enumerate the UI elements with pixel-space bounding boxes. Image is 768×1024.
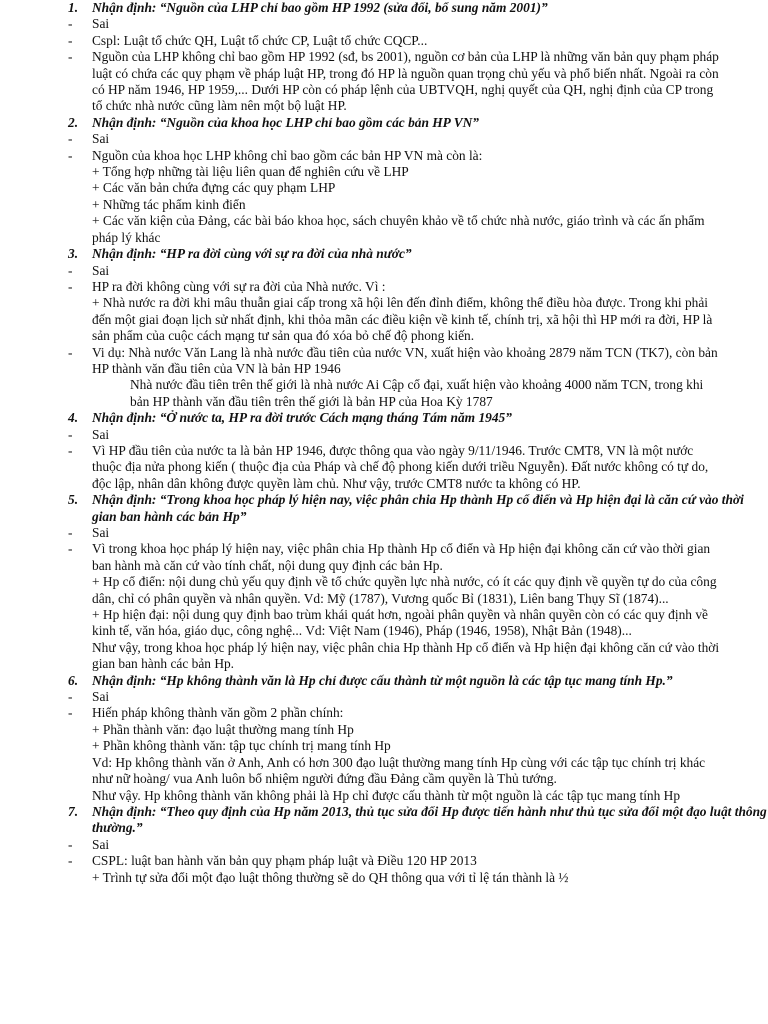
question-title: Nhận định: “Ở nước ta, HP ra đời trước Cách mạng tháng Tám năm 1945” [92,410,512,426]
list-dash: - [68,853,73,869]
line-text: + Trình tự sửa đổi một đạo luật thông thường sẽ do QH thông qua với tỉ lệ tán thành là ½ [92,869,569,885]
question-heading [0,673,768,689]
line-text: Vì HP đầu tiên của nước ta là bản HP 1946, được thông qua vào ngày 9/11/1946. Trước CMT8, VN là một nước thuộc địa nửa phong kiến ( thuộc địa của Pháp và chế độ phong kiến dưới triều Nguyễn). Đất nước không có tự do, độc lập, nhân dân không được quyền làm chủ. Như vậy, trước CMT8 nước ta không có HP. [92,442,709,491]
list-dash: - [68,262,73,278]
dash-line [0,689,768,705]
list-dash: - [68,541,73,557]
question-title: Nhận định: “Nguồn của LHP chỉ bao gồm HP 1992 (sửa đổi, bổ sung năm 2001)” [92,0,548,15]
line-text: Như vậy, trong khoa học pháp lý hiện nay, việc phân chia Hp thành Hp cổ điển và Hp hiện đại không căn cứ vào thời gian ban hành các bản Hp. [92,639,720,672]
continuation-line [0,870,768,886]
question-number: 4. [68,410,79,426]
line-text: HP ra đời không cùng với sự ra đời của Nhà nước. Vì : [92,278,386,294]
line-text: + Các văn bản chứa đựng các quy phạm LHP [92,180,336,196]
continuation-line [0,788,768,804]
list-dash: - [68,689,73,705]
continuation-line [0,722,768,738]
continuation-line [0,755,768,788]
question-number: 6. [68,672,79,688]
dash-line [0,131,768,147]
line-text: + Phần không thành văn: tập tục chính trị mang tính Hp [92,738,391,754]
line-text: Như vậy. Hp không thành văn không phải là Hp chỉ được cấu thành từ một nguồn là các tập tục mang tính Hp [92,787,681,803]
line-text: + Những tác phẩm kinh điển [92,196,246,212]
continuation-line [0,295,768,344]
list-dash: - [68,147,73,163]
list-dash: - [68,836,73,852]
question-number: 1. [68,0,79,15]
list-dash: - [68,705,73,721]
line-text: Nguồn của LHP không chỉ bao gồm HP 1992 (sđ, bs 2001), nguồn cơ bản của LHP là những văn bản quy phạm pháp luật có chứa các quy phạm về pháp luật HP, trong đó HP là nguồn quan trọng chủ yếu và phổ biến nhất. Ngoài ra còn có HP năm 1946, HP 1959,... Dưới HP còn có pháp lệnh của UBTVQH, nghị quyết của QH, nghị định của CP trong tổ chức nhà nước cũng làm nên một bộ luật HP. [92,49,719,114]
indented-paragraph [0,377,768,410]
list-dash: - [68,32,73,48]
continuation-line [0,738,768,754]
list-dash: - [68,278,73,294]
continuation-line [0,197,768,213]
continuation-line [0,607,768,640]
line-text: Sai [92,426,110,442]
question-number: 7. [68,803,79,819]
dash-line [0,148,768,164]
dash-line [0,263,768,279]
line-text: + Nhà nước ra đời khi mâu thuẫn giai cấp trong xã hội lên đến đỉnh điểm, không thể điều hòa được. Trong khi phải đến một giai đoạn lịch sử nhất định, khi thỏa mãn các điều kiện về kinh tế, chính trị, xã hội thì HP mới ra đời, HP là sản phẩm của cuộc cách mạng tư sản qua đó xóa bỏ chế độ phong kiến. [92,295,713,344]
line-text: Vd: Hp không thành văn ở Anh, Anh có hơn 300 đạo luật thường mang tính Hp cùng với các tập tục chính trị khác như nữ hoàng/ vua Anh luôn bổ nhiệm người đứng đầu Đảng cầm quyền là Thủ tướng. [92,754,706,787]
question-heading [0,804,768,837]
continuation-line [0,213,768,246]
line-text: + Tổng hợp những tài liệu liên quan để nghiên cứu về LHP [92,164,409,180]
list-dash: - [68,525,73,540]
dash-line [0,837,768,853]
dash-line [0,427,768,443]
list-dash: - [68,442,73,458]
dash-line [0,525,768,541]
question-heading [0,115,768,131]
line-text: Nhà nước đầu tiên trên thế giới là nhà nước Ai Cập cổ đại, xuất hiện vào khoảng 4000 năm TCN, trong khi bản HP thành văn đầu tiên trên thế giới là bản HP của Hoa Kỳ 1787 [130,377,704,409]
question-title: Nhận định: “HP ra đời cùng với sự ra đời của nhà nước” [92,246,412,262]
list-dash: - [68,426,73,442]
line-text: Sai [92,16,110,32]
question-heading [0,492,768,525]
dash-line [0,705,768,721]
question-heading [0,0,768,16]
line-text: + Các văn kiện của Đảng, các bài báo khoa học, sách chuyên khảo về tổ chức nhà nước, giáo trình và các ấn phẩm pháp lý khác [92,213,705,245]
line-text: Sai [92,689,110,705]
question-number: 2. [68,114,79,130]
question-heading [0,246,768,262]
dash-line [0,49,768,115]
line-text: Sai [92,131,110,147]
line-text: + Hp cổ điển: nội dung chủ yếu quy định về tổ chức quyền lực nhà nước, có ít các quy định về quyền tự do của công dân, chỉ có phân quyền và nhân quyền. Vd: Mỹ (1787), Vương quốc Bỉ (1831), Liên bang Thụy Sĩ (1874)... [92,574,717,606]
dash-line [0,33,768,49]
dash-line [0,279,768,295]
dash-line [0,345,768,378]
continuation-line [0,574,768,607]
line-text: Sai [92,525,110,540]
list-dash: - [68,131,73,147]
list-dash: - [68,344,73,360]
question-title: Nhận định: “Theo quy định của Hp năm 2013, thủ tục sửa đổi Hp được tiến hành như thủ tục sửa đổi một đạo luật thông thường.” [92,803,767,836]
list-dash: - [68,16,73,32]
question-number: 3. [68,246,79,262]
line-text: + Hp hiện đại: nội dung quy định bao trùm khái quát hơn, ngoài phân quyền và nhân quyền còn có các quy định về kinh tế, văn hóa, giáo dục, công nghệ... Vd: Việt Nam (1946), Pháp (1946, 1958), Nhật Bản (1948)... [92,607,708,639]
line-text: Nguồn của khoa học LHP không chỉ bao gồm các bản HP VN mà còn là: [92,147,483,163]
line-text: Sai [92,836,110,852]
continuation-line [0,180,768,196]
line-text: Vì trong khoa học pháp lý hiện nay, việc phân chia Hp thành Hp cổ điển và Hp hiện đại không căn cứ vào thời gian ban hành mà căn cứ vào tính chất, nội dung quy định các bản Hp. [92,541,711,573]
dash-line [0,541,768,574]
line-text: + Phần thành văn: đạo luật thường mang tính Hp [92,721,354,737]
dash-line [0,443,768,492]
question-title: Nhận định: “Hp không thành văn là Hp chỉ được cấu thành từ một nguồn là các tập tục mang tính Hp.” [92,672,673,688]
continuation-line [0,640,768,673]
line-text: Sai [92,262,110,278]
continuation-line [0,164,768,180]
question-number: 5. [68,492,79,508]
dash-line [0,16,768,32]
line-text: CSPL: luật ban hành văn bản quy phạm pháp luật và Điều 120 HP 2013 [92,853,477,869]
line-text: Cspl: Luật tổ chức QH, Luật tổ chức CP, Luật tổ chức CQCP... [92,32,428,48]
dash-line [0,853,768,869]
question-heading [0,410,768,426]
line-text: Hiến pháp không thành văn gồm 2 phần chính: [92,705,344,721]
list-dash: - [68,49,73,65]
question-title: Nhận định: “Trong khoa học pháp lý hiện nay, việc phân chia Hp thành Hp cổ điển và Hp hiện đại là căn cứ vào thời gian ban hành các bản Hp” [92,492,744,524]
line-text: Vi dụ: Nhà nước Văn Lang là nhà nước đầu tiên của nước VN, xuất hiện vào khoảng 2879 năm TCN (TK7), còn bản HP thành văn đầu tiên của VN là bản HP 1946 [92,344,718,376]
question-title: Nhận định: “Nguồn của khoa học LHP chỉ bao gồm các bản HP VN” [92,114,480,130]
